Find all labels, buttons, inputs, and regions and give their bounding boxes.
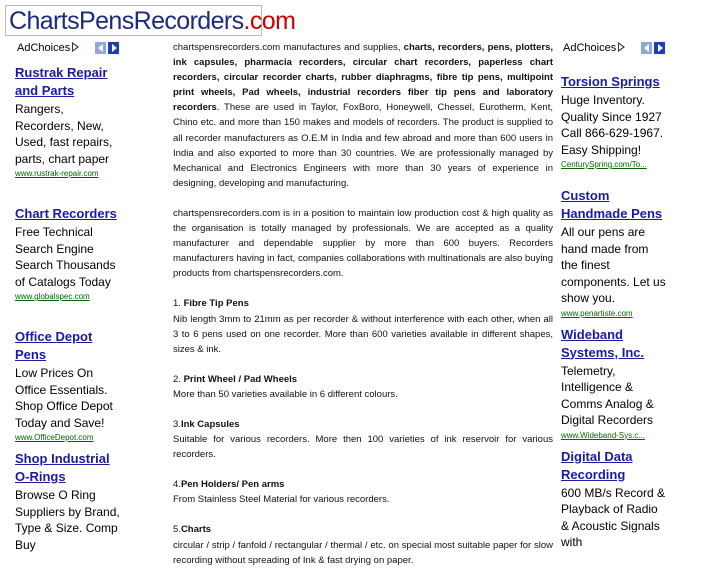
- item-description: More than 50 varieties available in 6 different colours.: [173, 388, 398, 400]
- ad-unit: [557, 448, 667, 551]
- product-item: [173, 522, 553, 567]
- next-arrow-icon[interactable]: [108, 42, 119, 54]
- main-content: [173, 40, 553, 583]
- item-number: 2.: [173, 373, 184, 385]
- item-number: 4.: [173, 479, 181, 491]
- ad-description: Telemetry, Intelligence & Comms Analog & Digital Recorders: [561, 363, 654, 427]
- item-number: 5.: [173, 524, 181, 536]
- ad-description: All our pens are hand made from the finest components. Let us show you.: [561, 225, 666, 305]
- item-heading: Print Wheel / Pad Wheels: [183, 373, 298, 385]
- product-item: [173, 417, 553, 462]
- intro-text: chartspensrecorders.com manufactures and supplies,: [173, 42, 404, 53]
- item-heading: Pen Holders/ Pen arms: [180, 479, 285, 491]
- ad-unit: [557, 326, 667, 442]
- item-description: From Stainless Steel Material for various recorders.: [173, 494, 390, 506]
- product-keywords: charts, recorders, pens, plotters, ink capsules, pharmacia recorders, circular chart recorders, paperless chart recorders, circular recorder charts, rubber diaphragms, fibre tip pens, multipoint print wheels, Pad wheels, industrial recorders fiber tip pens and laboratory recorders: [173, 42, 553, 114]
- ad-unit: [11, 328, 121, 444]
- ad-description: Low Prices On Office Essentials. Shop Office Depot Today and Save!: [15, 366, 113, 430]
- ad-bar: [557, 38, 667, 58]
- company-paragraph: chartspensrecorders.com is in a position to maintain low production cost & high quality as the organisation is totally managed by professionals. We are accepted as a quality manufacturer and dependable supplier by more than 600 buyers. Recorders manufacturers having in fact, companies collaborations with multinationals are also buying products from chartspensrecorders.com.: [173, 207, 553, 280]
- item-heading: Charts: [180, 524, 212, 536]
- ad-title-link[interactable]: Office Depot Pens: [15, 329, 93, 362]
- item-description: Nib length 3mm to 21mm as per recorder & without interference with each other, when all 3 to 6 pens used on one recorder. More than 600 varieties available in different shapes, sizes & ink.: [173, 313, 553, 355]
- ad-title-link[interactable]: Digital Data Recording: [561, 448, 633, 482]
- ad-title-link[interactable]: Rustrak Repair and Parts: [15, 65, 108, 98]
- item-number: 1.: [173, 298, 184, 310]
- logo-tld: .com: [243, 7, 296, 35]
- product-item: [173, 372, 553, 402]
- intro-paragraph: [173, 40, 553, 191]
- site-logo[interactable]: [5, 5, 296, 36]
- ad-unit: [11, 450, 121, 553]
- ad-url-link[interactable]: www.Wideband-Sys.c...: [561, 430, 646, 440]
- ad-unit: [557, 187, 667, 320]
- adchoices-link[interactable]: [563, 42, 625, 54]
- right-ad-column: [557, 38, 667, 549]
- prev-arrow-icon[interactable]: [641, 42, 652, 54]
- ad-unit: [11, 205, 121, 303]
- product-item: [173, 296, 553, 356]
- ad-description: 600 MB/s Record & Playback of Radio & Acoustic Signals with: [561, 485, 666, 549]
- ad-url-link[interactable]: CenturySpring.com/To...: [561, 160, 647, 169]
- ad-url-link[interactable]: www.OfficeDepot.com: [15, 433, 94, 442]
- ad-url-link[interactable]: www.rustrak-repair.com: [15, 169, 99, 178]
- item-heading: Fibre Tip Pens: [183, 298, 249, 310]
- adchoices-icon: [618, 42, 625, 52]
- ad-unit: [557, 73, 667, 171]
- prev-arrow-icon[interactable]: [95, 42, 106, 54]
- adchoices-label: AdChoices: [563, 42, 617, 54]
- ad-description: Free Technical Search Engine Search Thousands of Catalogs Today: [15, 225, 116, 289]
- ad-description: Rangers, Recorders, New, Used, fast repairs, parts, chart paper: [15, 102, 113, 166]
- ad-url-link[interactable]: www.penartiste.com: [561, 308, 633, 318]
- ad-title-link[interactable]: Shop Industrial O-Rings: [15, 451, 110, 484]
- item-description: circular / strip / fanfold / rectangular / thermal / etc. on special most suitable paper for slow recording without spreading of Ink & fast drying on paper.: [173, 539, 553, 566]
- left-ad-column: [11, 38, 121, 552]
- ad-unit: [11, 64, 121, 180]
- adchoices-link[interactable]: [17, 42, 79, 54]
- product-item: [173, 477, 553, 507]
- ad-title-link[interactable]: Custom Handmade Pens: [561, 188, 663, 221]
- ad-description: Browse O Ring Suppliers by Brand, Type & Size. Comp Buy: [15, 488, 120, 552]
- ad-bar: [11, 38, 121, 58]
- ad-title-link[interactable]: Wideband Systems, Inc.: [561, 326, 645, 360]
- ad-url-link[interactable]: www.globalspec.com: [15, 292, 90, 301]
- adchoices-icon: [72, 42, 79, 52]
- next-arrow-icon[interactable]: [654, 42, 665, 54]
- ad-title-link[interactable]: Torsion Springs: [561, 74, 660, 89]
- item-description: Suitable for various recorders. More then 100 varieties of ink reservoir for various recorders.: [173, 434, 553, 461]
- item-number: 3.: [173, 418, 181, 430]
- ad-description: Huge Inventory. Quality Since 1927 Call 866-629-1967. Easy Shipping!: [561, 93, 664, 157]
- ad-title-link[interactable]: Chart Recorders: [15, 206, 117, 221]
- intro-text-rest: . These are used in Taylor, FoxBoro, Honeywell, Chessel, Eurotherm, Kent, Chino etc. and more than 150 makes and models of recorders. The product is supplied to all recorder manufacturers as O.E.M in India and few abroad and more than 600 users in India and also exported to more than 30 countries. We are professionally managed by Mechanical and Electronics Engineers with more than 30 years of experience in designing, developing and manufacturing.: [173, 102, 553, 189]
- adchoices-label: AdChoices: [17, 42, 71, 54]
- item-heading: Ink Capsules: [180, 418, 240, 430]
- logo-name: ChartsPensRecorders: [9, 7, 244, 35]
